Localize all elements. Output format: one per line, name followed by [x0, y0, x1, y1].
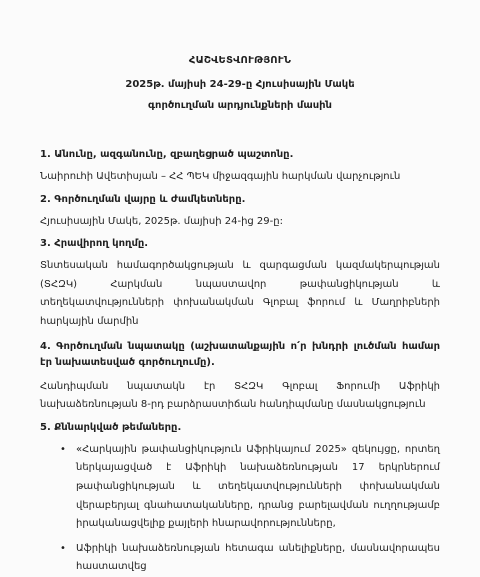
section-1 — [40, 149, 440, 187]
document-subtitle-2: գործուղման արդյունքների մասին — [148, 100, 332, 111]
bullet-dot-icon: • — [60, 443, 66, 455]
section-5 — [40, 422, 440, 577]
list-item — [60, 540, 440, 577]
section-text: Հյուսիսային Մակե, 2025թ. մայիսի 24-ից 29-ը: — [40, 215, 283, 227]
document-title: ՀԱՇՎԵՏՎՈՒԹՅՈՒՆ — [188, 55, 292, 66]
section-2 — [40, 194, 440, 232]
bullet-dot-icon: • — [60, 542, 66, 554]
list-item — [60, 441, 440, 534]
list-item-text: «Հարկային թափանցիկություն Աֆրիկայում 2025» զեկույցը, որտեղ ներկայացված է Աֆրիկի նախաձեռնության 17 երկրներում թափանցիկության և տեղեկատվությունների փոխանակման վերաբերյալ գնահատականները, դրանց բարելավման ուղղությամբ իրականացվելիք քայլերի հնարավորությունները, — [76, 443, 440, 530]
list-item-text: Աֆրիկի նախաձեռնության հետագա անելիքները, մասնավորապես հաստատվեց — [76, 542, 440, 573]
section-heading: 2. Գործուղման վայրը և ժամկետները. — [40, 193, 246, 205]
title-block — [40, 55, 440, 111]
document-subtitle: 2025թ. մայիսի 24-29-ը Հյուսիսային Մակե — [125, 79, 355, 90]
section-heading: 4. Գործուղման նպատակը (աշխատանքային ո՛ր խնդրի լուծման համար էր նախատեսված գործուղումը). — [40, 340, 440, 368]
section-heading: 3. Հրավիրող կողմը. — [40, 238, 149, 250]
section-4 — [40, 339, 440, 415]
section-text: Նաիրուհի Ավետիսյան – ՀՀ ՊԵԿ միջազգային հարկման վարչություն — [40, 171, 401, 182]
section-text: Տնտեսական համագործակցության և զարգացման կազմակերպության (ՏՀԶԿ) Հարկման նպաստավոր թափանցիկության և տեղեկատվությունների փոխանակման Գլոբալ ֆորում և Մաղրիբների հարկային մարմին — [40, 260, 440, 327]
section-heading: 1. Անունը, ազգանունը, զբաղեցրած պաշտոնը. — [40, 149, 294, 160]
section-text: Հանդիպման նպատակն էր ՏՀԶԿ Գլոբալ Ֆորումի Աֆրիկի նախաձեռնության 8-րդ բարձրաստիճան հանդիպմանը մասնակցություն — [40, 380, 440, 411]
topics-list — [40, 441, 440, 577]
section-3 — [40, 238, 440, 331]
section-heading: 5. Քննարկված թեմաները. — [40, 421, 182, 433]
